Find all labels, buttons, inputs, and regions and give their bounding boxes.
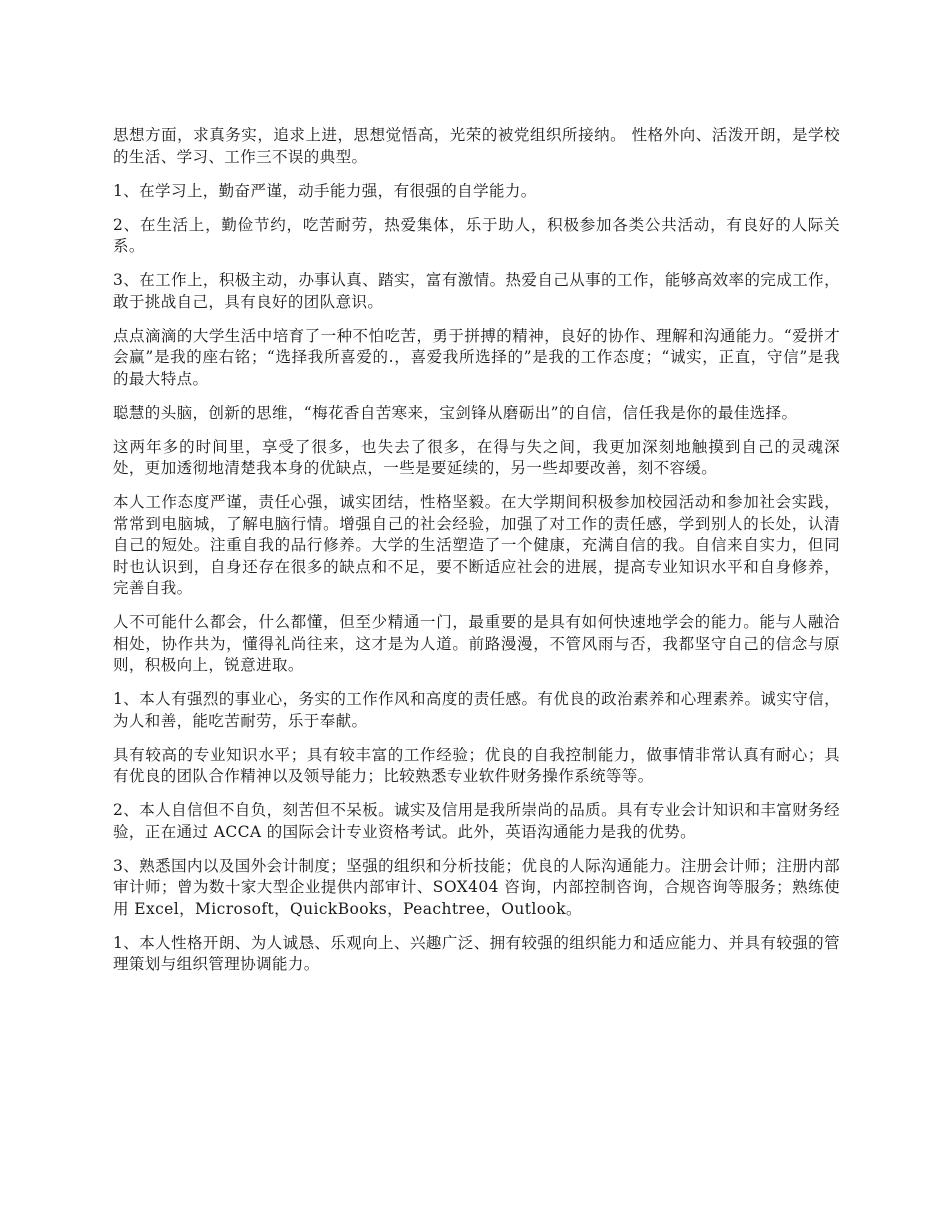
paragraph: 1、本人有强烈的事业心，务实的工作作风和高度的责任感。有优良的政治素养和心理素养。诚实守信，为人和善，能吃苦耐劳，乐于奉献。 bbox=[113, 690, 840, 730]
paragraph: 具有较高的专业知识水平；具有较丰富的工作经验；优良的自我控制能力，做事情非常认真有耐心；具有优良的团队合作精神以及领导能力；比较熟悉专业软件财务操作系统等等。 bbox=[113, 745, 840, 785]
paragraph: 2、本人自信但不自负，刻苦但不呆板。诚实及信用是我所崇尚的品质。具有专业会计知识和丰富财务经验，正在通过 ACCA 的国际会计专业资格考试。此外，英语沟通能力是我的优势。 bbox=[113, 801, 840, 841]
paragraph: 思想方面，求真务实，追求上进，思想觉悟高，光荣的被党组织所接纳。 性格外向、活泼开朗，是学校的生活、学习、工作三不误的典型。 bbox=[113, 126, 840, 166]
paragraph: 2、在生活上，勤俭节约，吃苦耐劳，热爱集体，乐于助人，积极参加各类公共活动，有良好的人际关系。 bbox=[113, 215, 840, 255]
paragraph: 点点滴滴的大学生活中培育了一种不怕吃苦，勇于拼搏的精神，良好的协作、理解和沟通能力。“爱拼才会赢”是我的座右铭；“选择我所喜爱的.，喜爱我所选择的”是我的工作态度；“诚实，正直，守信”是我的最大特点。 bbox=[113, 326, 840, 388]
paragraph: 聪慧的头脑，创新的思维，“梅花香自苦寒来，宝剑锋从磨砺出”的自信，信任我是你的最佳选择。 bbox=[113, 403, 798, 422]
document-body bbox=[113, 125, 840, 988]
paragraph: 1、本人性格开朗、为人诚恳、乐观向上、兴趣广泛、拥有较强的组织能力和适应能力、并具有较强的管理策划与组织管理协调能力。 bbox=[113, 933, 840, 973]
paragraph: 这两年多的时间里，享受了很多，也失去了很多，在得与失之间，我更加深刻地触摸到自己的灵魂深处，更加透彻地清楚我本身的优缺点，一些是要延续的，另一些却要改善，刻不容缓。 bbox=[113, 437, 840, 477]
paragraph: 人不可能什么都会，什么都懂，但至少精通一门，最重要的是具有如何快速地学会的能力。能与人融洽相处，协作共为，懂得礼尚往来，这才是为人道。前路漫漫，不管风雨与否，我都坚守自己的信念与原则，积极向上，锐意进取。 bbox=[113, 613, 840, 674]
paragraph: 1、在学习上，勤奋严谨，动手能力强，有很强的自学能力。 bbox=[113, 181, 537, 200]
paragraph: 3、在工作上，积极主动，办事认真、踏实，富有激情。热爱自己从事的工作，能够高效率的完成工作，敢于挑战自己，具有良好的团队意识。 bbox=[113, 271, 840, 311]
paragraph: 3、熟悉国内以及国外会计制度；坚强的组织和分析技能；优良的人际沟通能力。注册会计师；注册内部审计师；曾为数十家大型企业提供内部审计、SOX404 咨询，内部控制咨询，合规咨询等服务；熟练使用 Excel，Microsoft，QuickBooks，Peachtree，Outlook。 bbox=[113, 856, 840, 918]
paragraph: 本人工作态度严谨，责任心强，诚实团结，性格坚毅。在大学期间积极参加校园活动和参加社会实践，常常到电脑城，了解电脑行情。增强自己的社会经验，加强了对工作的责任感，学到别人的长处，认清自己的短处。注重自我的品行修养。大学的生活塑造了一个健康，充满自信的我。自信来自实力，但同时也认识到，自身还存在很多的缺点和不足，要不断适应社会的进展，提高专业知识水平和自身修养，完善自我。 bbox=[113, 493, 840, 597]
